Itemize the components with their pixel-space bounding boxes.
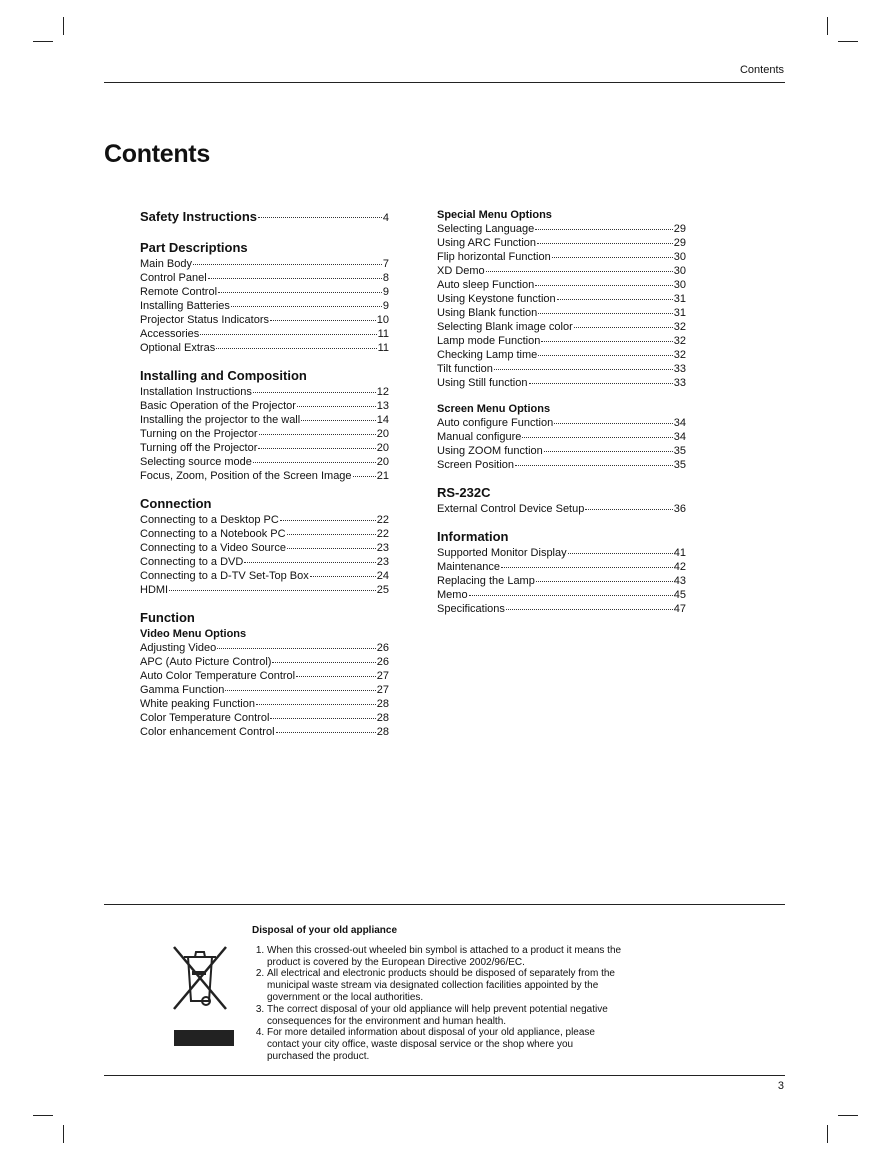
toc-page-number: 25: [376, 584, 389, 596]
toc-entry: [140, 257, 389, 271]
dot-leader: [218, 292, 382, 293]
dot-leader: [535, 285, 673, 286]
toc-entry-label: Connecting to a DVD: [140, 556, 244, 568]
dot-leader: [529, 383, 673, 384]
toc-entry: [140, 327, 389, 341]
toc-entry: [437, 430, 686, 444]
page-number: 3: [777, 1080, 784, 1092]
toc-entry: [140, 669, 389, 683]
toc-section-title: Connection: [140, 496, 212, 511]
toc-entry: [140, 583, 389, 597]
toc-entry-label: Lamp mode Function: [437, 335, 541, 347]
toc-page-number: 28: [376, 726, 389, 738]
toc-section: [437, 528, 686, 616]
toc-entry: [437, 292, 686, 306]
running-header: Contents: [739, 64, 784, 76]
toc-entry-label: Auto Color Temperature Control: [140, 670, 296, 682]
dot-leader: [259, 434, 376, 435]
toc-entry-label: Maintenance: [437, 561, 500, 573]
toc-section-entry: [140, 208, 389, 227]
toc-entry: [140, 441, 389, 455]
toc-subsection-title: Screen Menu Options: [437, 403, 551, 415]
toc-entry-label: Turning on the Projector: [140, 428, 258, 440]
crop-mark: [63, 1125, 64, 1143]
dot-leader: [258, 217, 382, 218]
dot-leader: [353, 476, 376, 477]
dot-leader: [506, 609, 673, 610]
dot-leader: [244, 562, 375, 563]
dot-leader: [287, 548, 376, 549]
toc-page-number: 35: [673, 445, 686, 457]
toc-entry: [437, 602, 686, 616]
toc-entry: [140, 271, 389, 285]
dot-leader: [515, 465, 673, 466]
disposal-top-rule: [104, 904, 785, 905]
toc-page-number: 4: [382, 212, 389, 224]
toc-page-number: 30: [673, 265, 686, 277]
toc-entry: [140, 469, 389, 483]
toc-entry-label: Connecting to a Notebook PC: [140, 528, 286, 540]
crop-mark: [827, 1125, 828, 1143]
toc-entry: [140, 299, 389, 313]
toc-section-title: Part Descriptions: [140, 240, 248, 255]
dot-leader: [554, 423, 673, 424]
toc-entry: [437, 376, 686, 390]
toc-entry-label: Control Panel: [140, 272, 207, 284]
toc-page-number: 45: [673, 589, 686, 601]
dot-leader: [536, 581, 673, 582]
toc-entry: [140, 541, 389, 555]
toc-entry-label: Using Blank function: [437, 307, 538, 319]
disposal-item: 3. The correct disposal of your old appliance will help prevent potential negative consequences for the environment and human health.: [267, 1004, 622, 1028]
toc-section: [437, 402, 686, 472]
dot-leader: [494, 369, 673, 370]
toc-left-column: [140, 208, 389, 751]
disposal-item: 2. All electrical and electronic products should be disposed of separately from the municipal waste stream via designated collection facilities appointed by the government or the local authorities.: [267, 968, 622, 1003]
toc-entry: [140, 697, 389, 711]
toc-page-number: 28: [376, 712, 389, 724]
toc-page-number: 20: [376, 428, 389, 440]
dot-leader: [169, 590, 376, 591]
dot-leader: [522, 437, 672, 438]
toc-entry: [437, 250, 686, 264]
toc-page-number: 29: [673, 237, 686, 249]
toc-entry: [437, 264, 686, 278]
dot-leader: [568, 553, 673, 554]
toc-entry: [140, 427, 389, 441]
toc-entry: [437, 588, 686, 602]
toc-entry-label: Replacing the Lamp: [437, 575, 535, 587]
toc-page-number: 21: [376, 470, 389, 482]
toc-entry: [140, 341, 389, 355]
toc-entry: [140, 527, 389, 541]
toc-entry: [140, 725, 389, 739]
toc-page-number: 32: [673, 335, 686, 347]
toc-entry-label: Flip horizontal Function: [437, 251, 551, 263]
crop-mark: [33, 41, 53, 42]
toc-page-number: 10: [376, 314, 389, 326]
toc-entry: [437, 574, 686, 588]
toc-page-number: 27: [376, 684, 389, 696]
toc-entry-label: Using Keystone function: [437, 293, 556, 305]
toc-entry: [140, 399, 389, 413]
dot-leader: [258, 448, 375, 449]
toc-entry-label: HDMI: [140, 584, 169, 596]
toc-entry: [437, 306, 686, 320]
toc-entry: [140, 513, 389, 527]
dot-leader: [574, 327, 673, 328]
dot-leader: [310, 576, 376, 577]
footer-rule: [104, 1075, 785, 1076]
toc-page-number: 31: [673, 293, 686, 305]
toc-page-number: 33: [673, 363, 686, 375]
toc-page-number: 28: [376, 698, 389, 710]
toc-page-number: 20: [376, 442, 389, 454]
toc-page-number: 7: [382, 258, 389, 270]
disposal-title: Disposal of your old appliance: [252, 925, 398, 936]
toc-entry-label: Installing Batteries: [140, 300, 230, 312]
page-title: Contents: [104, 140, 210, 168]
toc-entry: [437, 236, 686, 250]
disposal-item: 4. For more detailed information about disposal of your old appliance, please contact your city office, waste disposal service or the shop where you purchased the product.: [267, 1027, 622, 1062]
toc-page-number: 41: [673, 547, 686, 559]
toc-entry-label: Auto configure Function: [437, 417, 554, 429]
toc-page-number: 42: [673, 561, 686, 573]
toc-entry-label: Using ZOOM function: [437, 445, 543, 457]
toc-page-number: 26: [376, 656, 389, 668]
dot-leader: [253, 392, 376, 393]
toc-entry: [140, 313, 389, 327]
toc-page-number: 31: [673, 307, 686, 319]
dot-leader: [538, 355, 672, 356]
disposal-item: 1. When this crossed-out wheeled bin symbol is attached to a product it means the product is covered by the European Directive 2002/96/EC.: [267, 945, 622, 969]
toc-entry: [140, 641, 389, 655]
toc-entry-label: Memo: [437, 589, 468, 601]
crop-mark: [838, 1115, 858, 1116]
dot-leader: [537, 243, 673, 244]
dot-leader: [276, 732, 376, 733]
toc-section-title: Safety Instructions: [140, 209, 258, 224]
toc-page-number: 27: [376, 670, 389, 682]
toc-entry-label: Basic Operation of the Projector: [140, 400, 296, 412]
toc-entry: [437, 348, 686, 362]
toc-entry-label: Installation Instructions: [140, 386, 252, 398]
toc-entry-label: Color Temperature Control: [140, 712, 270, 724]
toc-page-number: 23: [376, 556, 389, 568]
toc-page-number: 12: [376, 386, 389, 398]
toc-section: [140, 239, 389, 355]
toc-section: [140, 367, 389, 483]
bin-symbol-bar: [174, 1030, 234, 1046]
toc-page-number: 9: [382, 286, 389, 298]
dot-leader: [486, 271, 673, 272]
toc-section: [437, 208, 686, 390]
toc-entry-label: Focus, Zoom, Position of the Screen Image: [140, 470, 352, 482]
toc-entry-label: Color enhancement Control: [140, 726, 275, 738]
toc-page-number: 34: [673, 417, 686, 429]
dot-leader: [270, 718, 375, 719]
toc-entry-label: Installing the projector to the wall: [140, 414, 301, 426]
dot-leader: [193, 264, 382, 265]
toc-entry-label: Adjusting Video: [140, 642, 217, 654]
toc-entry: [437, 458, 686, 472]
dot-leader: [585, 509, 672, 510]
toc-entry: [140, 569, 389, 583]
toc-entry: [140, 683, 389, 697]
toc-entry: [140, 455, 389, 469]
dot-leader: [225, 690, 375, 691]
crop-mark: [33, 1115, 53, 1116]
dot-leader: [208, 278, 382, 279]
crop-mark: [63, 17, 64, 35]
toc-entry-label: Connecting to a Video Source: [140, 542, 286, 554]
toc-entry-label: APC (Auto Picture Control): [140, 656, 272, 668]
toc-entry-label: Using Still function: [437, 377, 528, 389]
dot-leader: [280, 520, 376, 521]
toc-page-number: 22: [376, 514, 389, 526]
toc-entry: [140, 555, 389, 569]
disposal-list: [252, 945, 622, 1063]
toc-page-number: 11: [377, 328, 389, 340]
toc-page-number: 14: [376, 414, 389, 426]
dot-leader: [256, 704, 376, 705]
toc-page-number: 34: [673, 431, 686, 443]
toc-page-number: 24: [376, 570, 389, 582]
dot-leader: [231, 306, 382, 307]
toc-section-title: Information: [437, 529, 509, 544]
toc-entry-label: Optional Extras: [140, 342, 216, 354]
toc-entry: [140, 285, 389, 299]
toc-page-number: 11: [377, 342, 389, 354]
toc-page-number: 35: [673, 459, 686, 471]
toc-page-number: 47: [673, 603, 686, 615]
toc-page-number: 33: [673, 377, 686, 389]
crop-mark: [827, 17, 828, 35]
toc-entry-label: Main Body: [140, 258, 192, 270]
toc-page-number: 30: [673, 279, 686, 291]
toc-entry: [140, 711, 389, 725]
toc-entry: [437, 502, 686, 516]
dot-leader: [216, 348, 376, 349]
toc-entry-label: Connecting to a Desktop PC: [140, 514, 279, 526]
toc-entry-label: White peaking Function: [140, 698, 255, 710]
crossed-out-wheeled-bin-icon: [168, 943, 232, 1013]
dot-leader: [544, 451, 673, 452]
toc-page-number: 23: [376, 542, 389, 554]
dot-leader: [557, 299, 673, 300]
dot-leader: [217, 648, 376, 649]
toc-entry: [437, 362, 686, 376]
dot-leader: [253, 462, 376, 463]
toc-entry-label: Screen Position: [437, 459, 515, 471]
disposal-notice: [252, 925, 622, 1063]
toc-entry-label: Supported Monitor Display: [437, 547, 567, 559]
toc-subsection-title: Special Menu Options: [437, 209, 552, 221]
dot-leader: [296, 676, 376, 677]
toc-entry-label: Connecting to a D-TV Set-Top Box: [140, 570, 309, 582]
toc-entry: [437, 278, 686, 292]
toc-entry-label: Turning off the Projector: [140, 442, 258, 454]
toc-page-number: 32: [673, 349, 686, 361]
dot-leader: [287, 534, 376, 535]
dot-leader: [200, 334, 376, 335]
dot-leader: [272, 662, 375, 663]
toc-entry: [140, 385, 389, 399]
toc-entry-label: Accessories: [140, 328, 200, 340]
toc-entry-label: Auto sleep Function: [437, 279, 535, 291]
toc-right-column: [437, 208, 686, 628]
toc-entry: [140, 655, 389, 669]
toc-entry-label: Tilt function: [437, 363, 493, 375]
toc-section-title: RS-232C: [437, 485, 491, 500]
toc-entry-label: Manual configure: [437, 431, 522, 443]
dot-leader: [297, 406, 376, 407]
crop-mark: [838, 41, 858, 42]
header-rule: [104, 82, 785, 83]
toc-entry: [437, 444, 686, 458]
dot-leader: [270, 320, 376, 321]
toc-entry: [140, 413, 389, 427]
toc-page-number: 30: [673, 251, 686, 263]
toc-entry-label: Selecting source mode: [140, 456, 252, 468]
toc-page-number: 8: [382, 272, 389, 284]
toc-page-number: 20: [376, 456, 389, 468]
toc-section: [140, 495, 389, 597]
toc-page-number: 32: [673, 321, 686, 333]
dot-leader: [469, 595, 673, 596]
toc-entry-label: XD Demo: [437, 265, 485, 277]
toc-entry-label: Gamma Function: [140, 684, 225, 696]
toc-entry: [437, 334, 686, 348]
dot-leader: [301, 420, 376, 421]
toc-section: [140, 208, 389, 227]
toc-section: [140, 609, 389, 739]
toc-entry-label: External Control Device Setup: [437, 503, 585, 515]
toc-entry-label: Selecting Language: [437, 223, 535, 235]
dot-leader: [501, 567, 673, 568]
toc-entry-label: Selecting Blank image color: [437, 321, 573, 333]
toc-entry-label: Using ARC Function: [437, 237, 537, 249]
toc-entry: [437, 560, 686, 574]
toc-entry: [437, 222, 686, 236]
toc-section-title: Function: [140, 610, 195, 625]
toc-section: [437, 484, 686, 516]
toc-section-title: Installing and Composition: [140, 368, 307, 383]
dot-leader: [541, 341, 672, 342]
toc-entry-label: Projector Status Indicators: [140, 314, 270, 326]
toc-page-number: 36: [673, 503, 686, 515]
dot-leader: [552, 257, 673, 258]
toc-page-number: 29: [673, 223, 686, 235]
toc-page-number: 13: [376, 400, 389, 412]
dot-leader: [538, 313, 672, 314]
toc-page-number: 9: [382, 300, 389, 312]
toc-page-number: 43: [673, 575, 686, 587]
toc-entry: [437, 546, 686, 560]
toc-entry-label: Remote Control: [140, 286, 218, 298]
dot-leader: [535, 229, 673, 230]
toc-entry: [437, 416, 686, 430]
toc-page-number: 22: [376, 528, 389, 540]
toc-subsection-title: Video Menu Options: [140, 628, 247, 640]
toc-entry-label: Checking Lamp time: [437, 349, 538, 361]
toc-entry-label: Specifications: [437, 603, 505, 615]
toc-entry: [437, 320, 686, 334]
toc-page-number: 26: [376, 642, 389, 654]
